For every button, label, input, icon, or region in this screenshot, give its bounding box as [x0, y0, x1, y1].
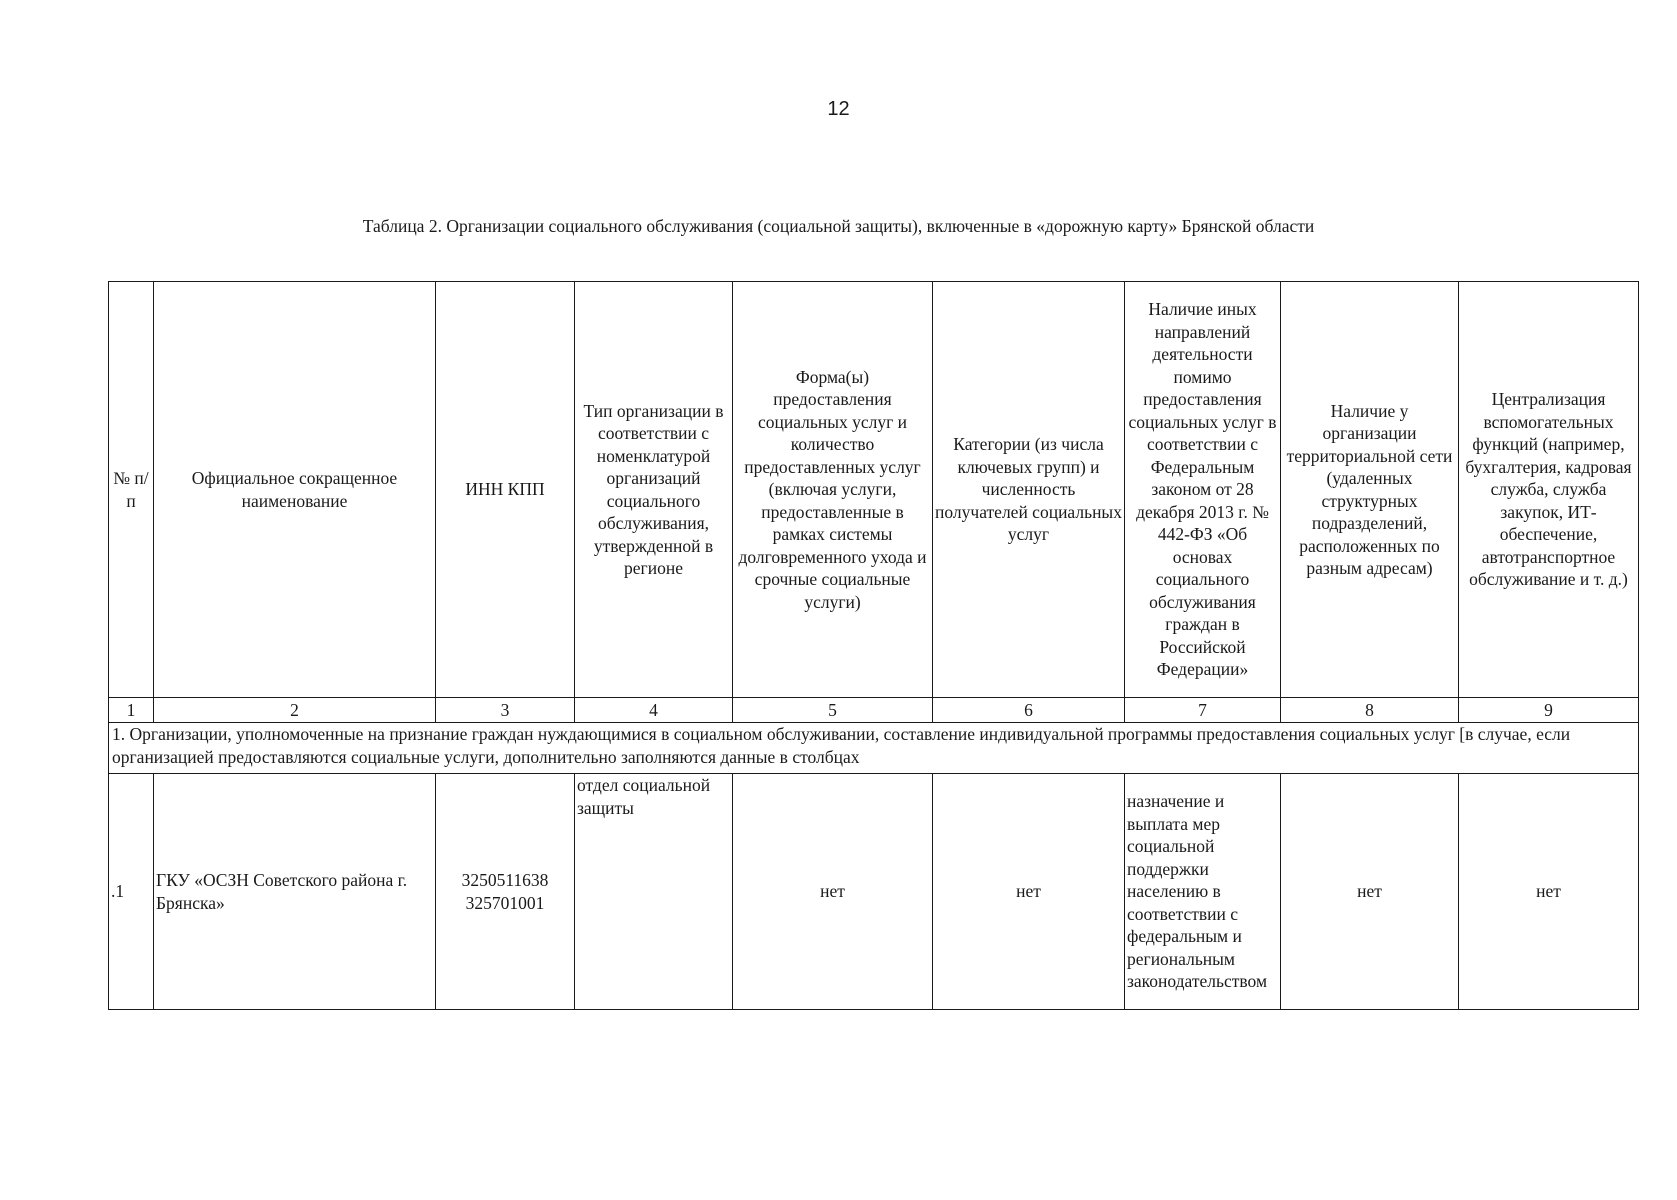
page-number: 12	[827, 98, 850, 120]
section-title: 1. Организации, уполномоченные на признание граждан нуждающимися в социальном обслуживании, составление индивидуальной программы предоставления социальных услуг [в случае, если организацией предоставляются социальные услуги, дополнительно заполняются данные в столбцах	[109, 723, 1639, 774]
header-row	[109, 282, 1639, 698]
column-number-row	[109, 698, 1639, 723]
organizations-table	[108, 281, 1639, 1010]
header-cell: ИНН КПП	[436, 282, 575, 698]
table-row	[109, 774, 1639, 1010]
column-number: 7	[1125, 698, 1281, 723]
header-cell: Наличие у организации территориальной сети (удаленных структурных подразделений, расположенных по разным адресам)	[1281, 282, 1459, 698]
header-cell: № п/п	[109, 282, 154, 698]
kpp-value: 325701001	[465, 892, 545, 913]
column-number: 4	[575, 698, 733, 723]
section-row	[109, 723, 1639, 774]
inn-kpp-cell	[436, 774, 575, 1010]
column-number: 9	[1459, 698, 1639, 723]
column-number: 2	[154, 698, 436, 723]
function-centralization: нет	[1459, 774, 1639, 1010]
header-cell: Тип организации в соответствии с номенклатурой организаций социального обслуживания, утвержденной в регионе	[575, 282, 733, 698]
other-activities: назначение и выплата мер социальной поддержки населению в соответствии с федеральным и региональным законодательством	[1125, 774, 1281, 1010]
organization-type: отдел социальной защиты	[575, 774, 733, 1010]
column-number: 3	[436, 698, 575, 723]
inn-value: 3250511638	[461, 870, 549, 890]
column-number: 1	[109, 698, 154, 723]
service-forms: нет	[733, 774, 933, 1010]
table-caption: Таблица 2. Организации социального обслуживания (социальной защиты), включенные в «дорожную карту» Брянской области	[362, 216, 1315, 236]
header-cell: Форма(ы) предоставления социальных услуг и количество предоставленных услуг (включая услуги, предоставленные в рамках системы долговременного ухода и срочные социальные услуги)	[733, 282, 933, 698]
recipient-categories: нет	[933, 774, 1125, 1010]
territorial-network: нет	[1281, 774, 1459, 1010]
header-cell: Категории (из числа ключевых групп) и численность получателей социальных услуг	[933, 282, 1125, 698]
row-number: .1	[109, 774, 154, 1010]
column-number: 6	[933, 698, 1125, 723]
header-cell: Централизация вспомогательных функций (например, бухгалтерия, кадровая служба, служба закупок, ИТ-обеспечение, автотранспортное обслуживание и т. д.)	[1459, 282, 1639, 698]
column-number: 8	[1281, 698, 1459, 723]
header-cell: Наличие иных направлений деятельности помимо предоставления социальных услуг в соответствии с Федеральным законом от 28 декабря 2013 г. № 442-ФЗ «Об основах социального обслуживания граждан в Российской Федерации»	[1125, 282, 1281, 698]
organization-name: ГКУ «ОСЗН Советского района г. Брянска»	[154, 774, 436, 1010]
column-number: 5	[733, 698, 933, 723]
header-cell: Официальное сокращенное наименование	[154, 282, 436, 698]
